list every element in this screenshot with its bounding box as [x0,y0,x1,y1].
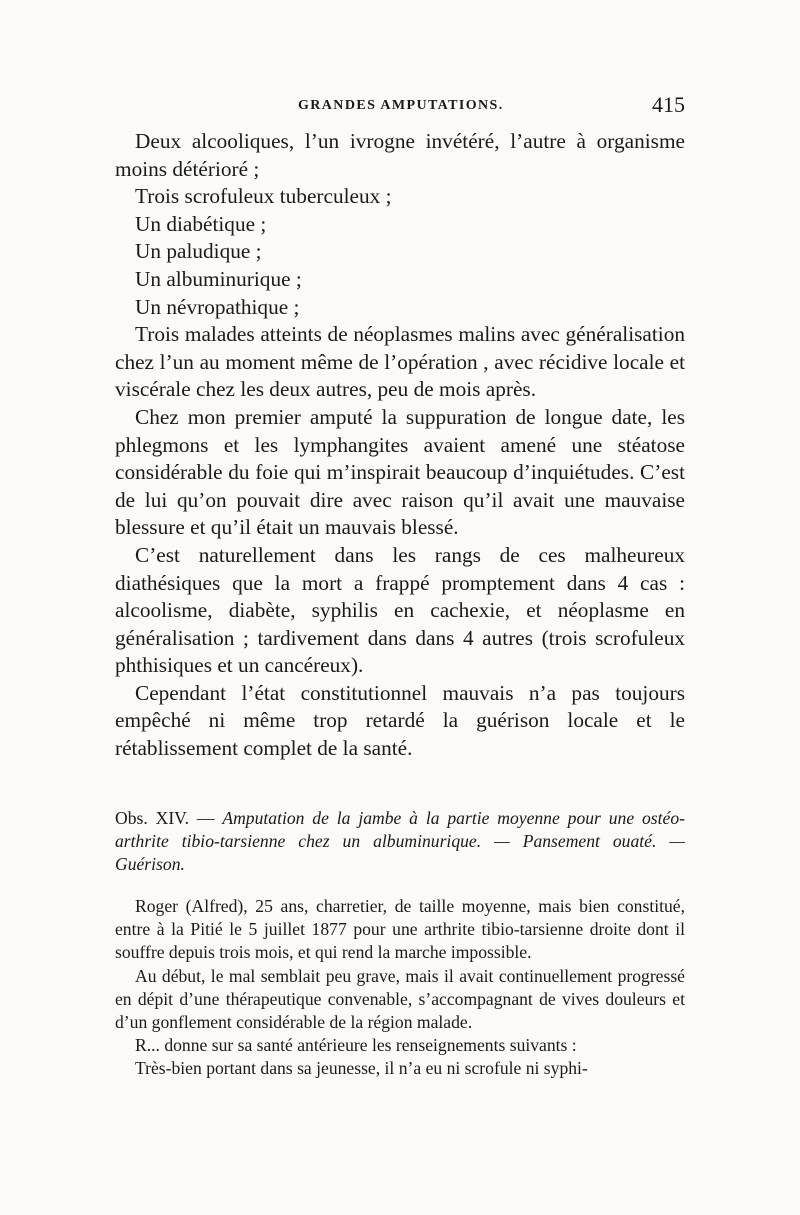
paragraph: C’est naturellement dans les rangs de ces malheureux diathésiques que la mort a frappé promptement dans 4 cas : alcoolisme, diabète, syphilis en cachexie, et néoplasme en généralisation ; tardivement dans dans 4 autres (trois scrofuleux phthisiques et un cancéreux). [115,542,685,678]
paragraph: Trois scrofuleux tuberculeux ; [135,184,392,209]
observation-body [115,895,685,1081]
main-text [115,128,685,763]
paragraph: Un diabétique ; [135,211,267,236]
paragraph: Un névropathique ; [135,294,300,319]
running-head: GRANDES AMPUTATIONS. [298,98,504,113]
paragraph: Chez mon premier amputé la suppuration de longue date, les phlegmons et les lymphangites avaient amené une stéatose considérable du foie qui m’inspirait beaucoup d’inquiétudes. C’est de lui qu’on pouvait dire avec raison qu’il avait une mauvaise blessure et qu’il était un mauvais blessé. [115,404,685,540]
observation-paragraph: Roger (Alfred), 25 ans, charretier, de taille moyenne, mais bien constitué, entre à la Pitié le 5 juillet 1877 pour une arthrite tibio-tarsienne droite dont il souffre depuis trois mois, et qui rend la marche impossible. [115,896,685,963]
paragraph: Trois malades atteints de néoplasmes malins avec généralisation chez l’un au moment même de l’opération , avec récidive locale et viscérale chez les deux autres, peu de mois après. [115,322,685,402]
paragraph: Cependant l’état constitutionnel mauvais n’a pas toujours empêché ni même trop retardé la guérison locale et le rétablissement complet de la santé. [115,680,685,761]
observation-title [115,807,685,876]
observation-label: Obs. XIV. — [115,808,215,828]
paragraph: Deux alcooliques, l’un ivrogne invétéré, l’autre à organisme moins détérioré ; [115,129,685,181]
observation-title-text: Amputation de la jambe à la partie moyenne pour une ostéo-arthrite tibio-tarsienne chez un albuminurique. — Pansement ouaté. — Guérison. [115,808,685,874]
observation-paragraph: Très-bien portant dans sa jeunesse, il n’a eu ni scrofule ni syphi- [135,1058,588,1079]
observation-paragraph: R... donne sur sa santé antérieure les renseignements suivants : [135,1035,577,1056]
paragraph: Un albuminurique ; [135,266,302,291]
paragraph: Un paludique ; [135,239,262,264]
observation-heading [115,807,685,876]
page-number: 415 [652,92,685,117]
page-header [115,92,685,122]
observation-paragraph: Au début, le mal semblait peu grave, mais il avait continuellement progressé en dépit d’une thérapeutique convenable, s’accompagnant de vives douleurs et d’un gonflement considérable de la région malade. [115,965,685,1033]
